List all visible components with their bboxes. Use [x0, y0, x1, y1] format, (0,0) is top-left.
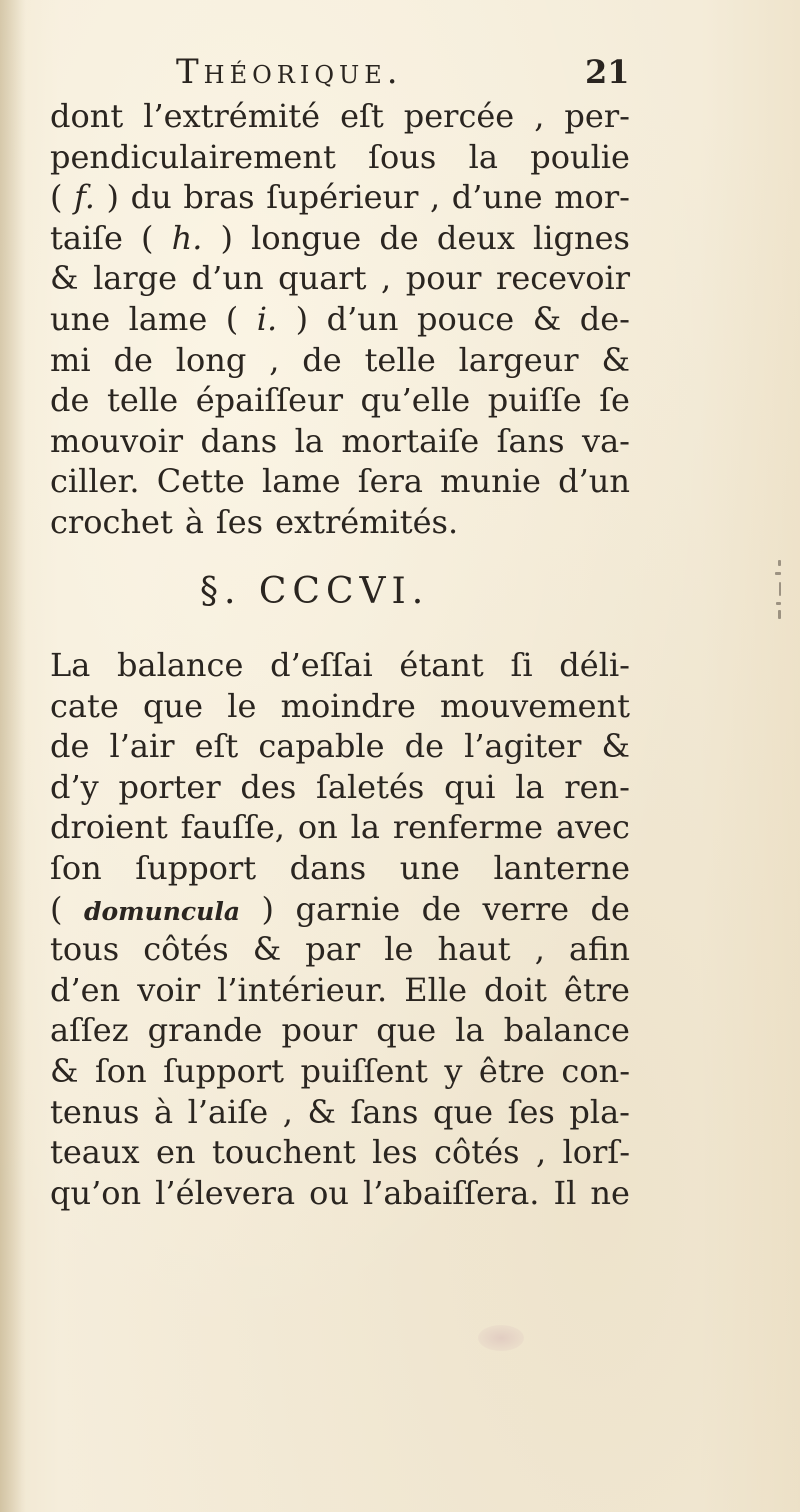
word: lorſ-	[562, 1133, 630, 1172]
word: on	[297, 808, 338, 847]
paragraph-1	[50, 96, 630, 543]
word: la	[350, 808, 380, 847]
word: à	[184, 502, 204, 541]
word: pendiculairement	[50, 137, 336, 176]
word: )	[220, 218, 233, 257]
word: des	[240, 767, 297, 806]
word: côtés	[143, 930, 229, 969]
word: ou	[309, 1173, 349, 1212]
word: par	[305, 930, 361, 969]
word: crochet	[50, 502, 173, 541]
word: tenus	[50, 1092, 140, 1131]
word: la	[515, 767, 545, 806]
word: ſes	[215, 502, 264, 541]
word: une	[399, 848, 460, 887]
section-heading: §. CCCVI.	[200, 571, 430, 612]
word: avec	[555, 808, 630, 847]
word: ſous	[368, 137, 437, 176]
word: eſt	[194, 727, 239, 766]
word: droient	[50, 808, 168, 847]
text-line	[50, 1173, 630, 1214]
word: le	[227, 686, 257, 725]
word: d’un	[326, 299, 399, 338]
word: extrémités.	[275, 502, 459, 541]
word: le	[384, 930, 414, 969]
text-line	[50, 1010, 630, 1051]
word: étant	[399, 646, 484, 684]
word: mortaiſe	[341, 421, 480, 460]
word: percée	[403, 97, 515, 135]
word: grande	[147, 1011, 263, 1050]
text-line	[50, 502, 630, 543]
word: aſſez	[50, 1011, 129, 1050]
word: lignes	[533, 218, 630, 257]
word: que	[433, 1092, 494, 1131]
word: afin	[568, 930, 630, 969]
word: largeur	[458, 340, 579, 379]
word: quart	[278, 259, 367, 298]
word: dans	[289, 848, 367, 887]
word: long	[175, 340, 247, 379]
word: à	[154, 1092, 174, 1131]
word: côtés	[434, 1133, 520, 1172]
word: de	[379, 218, 419, 257]
word: déli-	[559, 646, 630, 684]
word: &	[307, 1092, 336, 1131]
word: )	[261, 889, 274, 928]
word: y	[444, 1051, 463, 1090]
word: pouce	[417, 299, 515, 338]
word: ciller.	[50, 462, 140, 501]
word: ne	[590, 1173, 630, 1212]
word: haut	[437, 930, 511, 969]
word: &	[252, 930, 282, 969]
word: de	[113, 340, 153, 379]
word: longue	[251, 218, 362, 257]
word: pla-	[569, 1092, 630, 1131]
word: ,	[269, 340, 280, 379]
word: ſaletés	[316, 767, 425, 806]
word: )	[106, 178, 120, 217]
word: pour	[281, 1011, 358, 1050]
word: telle	[106, 381, 179, 420]
word: ,	[534, 930, 545, 969]
word: l’abaiſſera.	[363, 1173, 540, 1212]
word: porter	[118, 767, 221, 806]
word: les	[372, 1133, 418, 1172]
word: ſans	[496, 421, 565, 460]
word: ,	[534, 97, 545, 135]
word: dont	[50, 97, 124, 135]
word: la	[468, 137, 498, 176]
word: ſes	[507, 1092, 555, 1131]
word: de	[50, 727, 90, 766]
word: Il	[553, 1173, 577, 1212]
word: va-	[582, 421, 630, 460]
word: que	[376, 1011, 437, 1050]
text-line	[50, 726, 630, 767]
word: mi	[50, 340, 91, 379]
word: ſon	[94, 1051, 147, 1090]
word: de	[50, 381, 90, 420]
word: (	[225, 299, 239, 338]
word: en	[155, 1133, 196, 1172]
word: ſupport	[163, 1051, 284, 1090]
word: l’intérieur.	[217, 970, 388, 1009]
word: moindre	[280, 686, 416, 725]
word: telle	[364, 340, 436, 379]
text-line	[50, 970, 630, 1011]
word: large	[93, 259, 178, 298]
word: ſupport	[135, 848, 257, 887]
word: &	[601, 727, 630, 766]
word: ſupérieur	[266, 178, 419, 217]
word: con-	[561, 1051, 630, 1090]
text-line	[50, 1132, 630, 1173]
word: per-	[564, 97, 630, 135]
word: du	[130, 178, 172, 217]
word: &	[601, 340, 630, 379]
text-line	[50, 380, 630, 421]
word: tous	[50, 930, 120, 969]
word: mouvoir	[50, 421, 184, 460]
spine-shadow	[0, 0, 26, 1512]
text-line	[50, 929, 630, 970]
text-line	[50, 807, 630, 848]
word: ,	[282, 1092, 293, 1131]
word: l’agiter	[464, 727, 582, 766]
word: eſt	[340, 97, 384, 135]
text-line	[50, 96, 630, 137]
word: de	[404, 727, 445, 766]
word: de-	[579, 299, 630, 338]
word: qui	[444, 767, 496, 806]
text-line	[50, 299, 630, 340]
word: ſera	[357, 462, 423, 501]
word: l’élevera	[155, 1173, 296, 1212]
word: la	[455, 1011, 485, 1050]
word: être	[478, 1051, 545, 1090]
word: de	[421, 889, 462, 928]
text-line	[50, 340, 630, 381]
word: ſe	[599, 381, 630, 420]
word: (	[50, 889, 63, 928]
word: deux	[436, 218, 515, 257]
word: d’un	[191, 259, 264, 298]
word: La	[50, 646, 91, 684]
word: lame	[262, 462, 341, 501]
word: &	[50, 1051, 79, 1090]
word: d’en	[50, 970, 121, 1009]
word: la	[294, 421, 324, 460]
word: bras	[183, 178, 255, 217]
word: )	[295, 299, 309, 338]
word: taiſe	[50, 218, 123, 257]
text-line	[50, 1051, 630, 1092]
word: &	[50, 259, 79, 298]
word: être	[563, 970, 630, 1009]
word: (	[50, 178, 63, 217]
text-line	[50, 848, 630, 889]
word: d’un	[558, 462, 630, 501]
word: ,	[430, 178, 441, 217]
text-line	[50, 177, 630, 218]
word: mouvement	[439, 686, 630, 725]
text-line	[50, 461, 630, 502]
word: épaiſſeur	[195, 381, 343, 420]
word: f.	[74, 178, 95, 217]
word: dans	[200, 421, 278, 460]
text-line	[50, 1092, 630, 1133]
word: voir	[137, 970, 201, 1009]
word: l’aiſe	[187, 1092, 269, 1131]
word: que	[143, 686, 204, 725]
word: (	[141, 218, 154, 257]
word: ,	[535, 1133, 547, 1172]
word: poulie	[530, 137, 630, 176]
word: balance	[117, 646, 244, 684]
text-line	[50, 218, 630, 259]
text-line	[50, 137, 630, 178]
word: pour	[405, 259, 482, 298]
word: ſon	[50, 848, 102, 887]
text-line	[50, 889, 630, 930]
word: d’eſſai	[270, 646, 373, 684]
word: i.	[256, 299, 278, 338]
text-line	[50, 258, 630, 299]
word: qu’elle	[360, 381, 471, 420]
word: ſi	[510, 646, 533, 684]
word: verre	[482, 889, 570, 928]
word: lanterne	[493, 848, 630, 887]
text-line	[50, 421, 630, 462]
word: d’y	[50, 767, 99, 806]
text-line	[50, 767, 630, 808]
word: de	[302, 340, 342, 379]
word: munie	[440, 462, 541, 501]
word: renferme	[392, 808, 544, 847]
text-line	[50, 645, 630, 686]
word: &	[532, 299, 562, 338]
word: de	[590, 889, 630, 928]
word: ren-	[564, 767, 630, 806]
word: ,	[381, 259, 392, 298]
word: puiſſent	[300, 1051, 428, 1090]
word: d’une	[451, 178, 543, 217]
word: qu’on	[50, 1173, 142, 1212]
page-header	[0, 50, 800, 94]
word: cate	[50, 686, 119, 725]
word: fauſſe,	[180, 808, 285, 847]
word: touchent	[211, 1133, 356, 1172]
word: puiſſe	[487, 381, 582, 420]
word: lame	[128, 299, 208, 338]
paper-stain	[478, 1325, 524, 1351]
word: balance	[503, 1011, 630, 1050]
page-number: 21	[585, 53, 630, 91]
word: domuncula	[83, 896, 241, 926]
word: doit	[484, 970, 547, 1009]
margin-specks	[772, 560, 788, 622]
running-head: Théorique.	[176, 52, 403, 92]
word: recevoir	[496, 259, 630, 298]
word: Cette	[156, 462, 245, 501]
word: mor-	[554, 178, 630, 217]
word: ſans	[350, 1092, 419, 1131]
word: une	[50, 299, 111, 338]
word: Elle	[404, 970, 468, 1009]
word: l’air	[109, 727, 175, 766]
word: garnie	[295, 889, 401, 928]
word: h.	[171, 218, 203, 257]
text-line	[50, 686, 630, 727]
word: teaux	[50, 1133, 140, 1172]
word: capable	[258, 727, 385, 766]
paragraph-2	[50, 645, 630, 1213]
word: l’extrémité	[143, 97, 321, 135]
